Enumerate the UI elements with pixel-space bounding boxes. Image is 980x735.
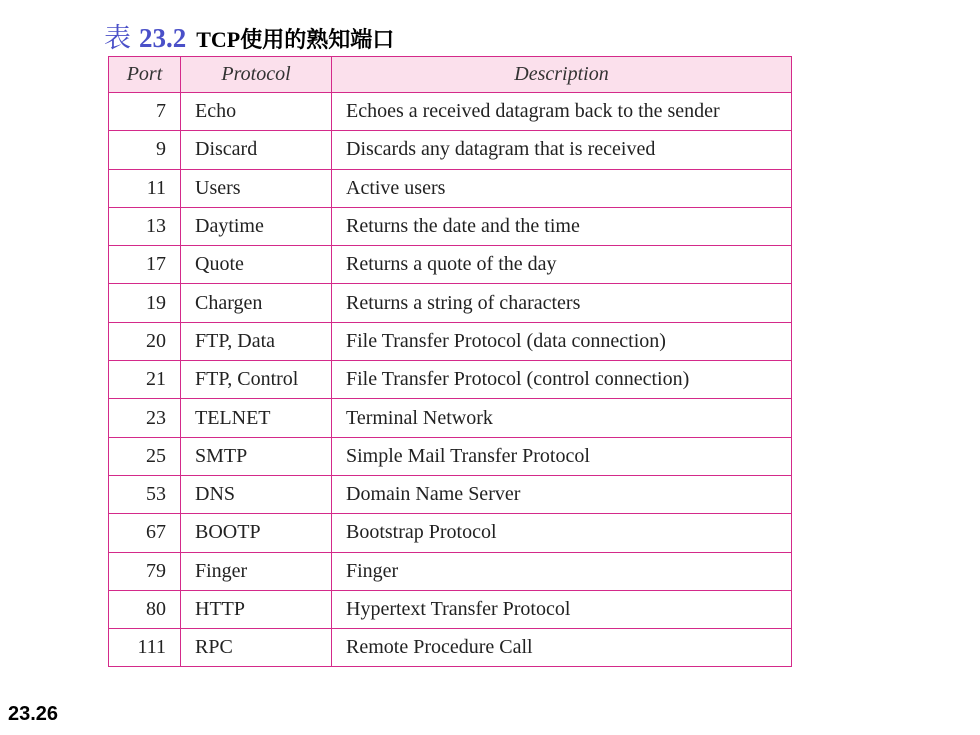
protocol-cell: Finger — [181, 552, 332, 590]
protocol-cell: DNS — [181, 475, 332, 513]
description-cell: Returns the date and the time — [332, 207, 792, 245]
description-cell: Domain Name Server — [332, 475, 792, 513]
protocol-cell: TELNET — [181, 399, 332, 437]
protocol-cell: Users — [181, 169, 332, 207]
port-cell: 21 — [109, 361, 181, 399]
protocol-cell: SMTP — [181, 437, 332, 475]
protocol-cell: Daytime — [181, 207, 332, 245]
page-number: 23.26 — [8, 703, 59, 725]
description-cell: Bootstrap Protocol — [332, 514, 792, 552]
table-row — [109, 169, 792, 207]
tcp-ports-table — [108, 56, 792, 667]
port-cell: 23 — [109, 399, 181, 437]
caption-prefix: 表 — [104, 23, 131, 54]
port-cell: 9 — [109, 131, 181, 169]
description-cell: File Transfer Protocol (control connection) — [332, 361, 792, 399]
table-row — [109, 284, 792, 322]
description-cell: Terminal Network — [332, 399, 792, 437]
table-row — [109, 93, 792, 131]
table-row — [109, 437, 792, 475]
description-cell: File Transfer Protocol (data connection) — [332, 322, 792, 360]
header-port: Port — [109, 57, 181, 93]
port-cell: 111 — [109, 629, 181, 667]
table-row — [109, 322, 792, 360]
description-cell: Finger — [332, 552, 792, 590]
protocol-cell: FTP, Control — [181, 361, 332, 399]
description-cell: Returns a string of characters — [332, 284, 792, 322]
caption-number: 23.2 — [139, 23, 187, 53]
port-cell: 53 — [109, 475, 181, 513]
table-row — [109, 552, 792, 590]
table-caption — [104, 20, 394, 61]
table-row — [109, 361, 792, 399]
port-cell: 80 — [109, 590, 181, 628]
caption-title: TCP使用的熟知端口 — [196, 27, 395, 52]
description-cell: Active users — [332, 169, 792, 207]
protocol-cell: FTP, Data — [181, 322, 332, 360]
port-cell: 13 — [109, 207, 181, 245]
protocol-cell: HTTP — [181, 590, 332, 628]
port-cell: 67 — [109, 514, 181, 552]
port-cell: 79 — [109, 552, 181, 590]
description-cell: Remote Procedure Call — [332, 629, 792, 667]
port-cell: 17 — [109, 246, 181, 284]
description-cell: Discards any datagram that is received — [332, 131, 792, 169]
protocol-cell: Quote — [181, 246, 332, 284]
table-row — [109, 131, 792, 169]
table-row — [109, 514, 792, 552]
table-row — [109, 399, 792, 437]
description-cell: Returns a quote of the day — [332, 246, 792, 284]
table-row — [109, 207, 792, 245]
header-protocol: Protocol — [181, 57, 332, 93]
table-header-row — [109, 57, 792, 93]
protocol-cell: Chargen — [181, 284, 332, 322]
protocol-cell: Discard — [181, 131, 332, 169]
port-cell: 19 — [109, 284, 181, 322]
description-cell: Echoes a received datagram back to the sender — [332, 93, 792, 131]
protocol-cell: Echo — [181, 93, 332, 131]
table-row — [109, 475, 792, 513]
port-cell: 11 — [109, 169, 181, 207]
port-cell: 7 — [109, 93, 181, 131]
table-row — [109, 629, 792, 667]
description-cell: Hypertext Transfer Protocol — [332, 590, 792, 628]
table-row — [109, 590, 792, 628]
protocol-cell: RPC — [181, 629, 332, 667]
header-description: Description — [332, 57, 792, 93]
table-row — [109, 246, 792, 284]
protocol-cell: BOOTP — [181, 514, 332, 552]
description-cell: Simple Mail Transfer Protocol — [332, 437, 792, 475]
port-cell: 20 — [109, 322, 181, 360]
port-cell: 25 — [109, 437, 181, 475]
